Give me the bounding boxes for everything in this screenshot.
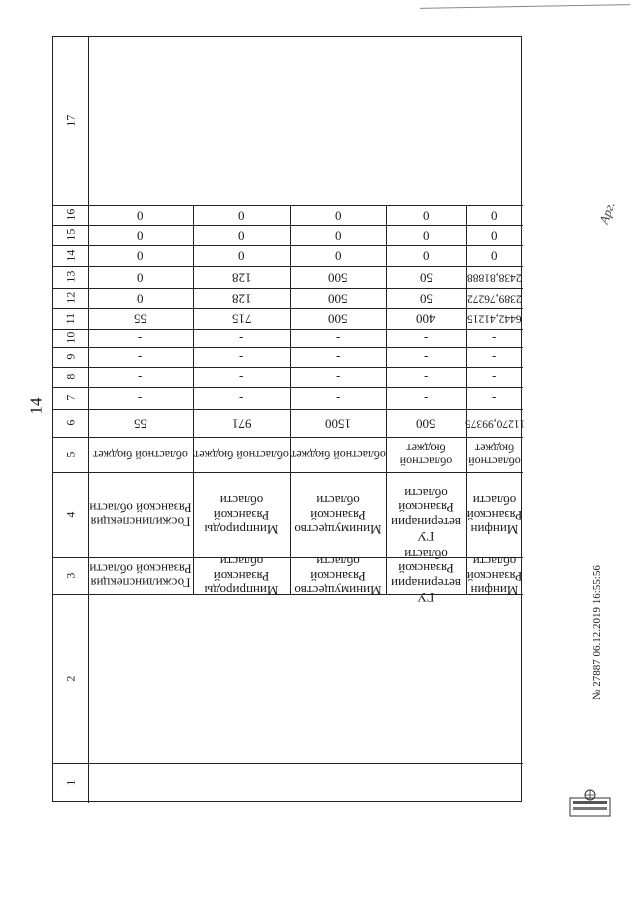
table-cell: 50 — [419, 270, 433, 286]
table-cell-executor: Минимущество Рязанской области — [294, 554, 382, 598]
table-cell: 128 — [231, 291, 252, 307]
table-cell: 0 — [137, 248, 144, 264]
table-cell: - — [423, 370, 429, 386]
table-cell: - — [239, 391, 244, 407]
column-number-2: 2 — [62, 675, 77, 682]
table-cell: - — [239, 350, 244, 366]
table-cell: - — [335, 391, 341, 407]
table-cell: 0 — [238, 248, 245, 264]
table-cell: - — [335, 370, 341, 386]
table-cell: 400 — [416, 311, 436, 327]
table-cell: 0 — [137, 291, 144, 307]
table-cell: - — [492, 391, 497, 407]
table-cell-participant: Минфин Рязанской области — [466, 493, 523, 537]
table-cell-participant: Минприроды Рязанской области — [204, 493, 279, 537]
table-cell: 2438,81888 — [467, 271, 522, 284]
table-cell: - — [492, 331, 497, 347]
column-number-13: 13 — [62, 271, 77, 283]
table-cell: 0 — [422, 228, 430, 244]
table-cell: 0 — [238, 208, 245, 224]
table-cell-executor: Минфин Рязанской области — [466, 554, 523, 598]
column-number-10: 10 — [62, 332, 77, 344]
table-cell: - — [138, 331, 143, 347]
table-cell-source: областной бюджет — [194, 448, 289, 463]
seal-icon — [568, 788, 612, 818]
column-number-3: 3 — [62, 572, 77, 579]
table-cell: 500 — [328, 291, 348, 307]
table-cell: 500 — [328, 270, 348, 286]
column-number-4: 4 — [62, 511, 77, 518]
table-cell-executor: Госжилинспекция Рязанской области — [89, 561, 192, 591]
table-cell: 0 — [422, 248, 430, 264]
table-cell: 500 — [328, 311, 348, 327]
column-number-5: 5 — [62, 451, 77, 458]
table-cell-source: областной бюджет — [93, 448, 188, 463]
table-cell: - — [138, 370, 143, 386]
table-cell: 0 — [491, 228, 498, 244]
table-cell-participant: Минимущество Рязанской области — [294, 493, 382, 537]
table-cell: 0 — [137, 228, 144, 244]
column-divider — [53, 763, 523, 764]
table-cell: - — [138, 350, 143, 366]
table-cell-source: областной бюджет — [290, 448, 386, 463]
column-number-14: 14 — [62, 249, 77, 262]
table-cell-source: областной бюджет — [399, 441, 453, 469]
scan-edge-line — [420, 4, 630, 9]
column-number-6: 6 — [62, 420, 77, 426]
table-cell: 0 — [137, 208, 144, 224]
table-cell-executor: ГУ ветеринарии Рязанской области — [391, 547, 461, 606]
table-cell-total: 55 — [134, 416, 147, 432]
table-cell: - — [239, 370, 244, 386]
table-cell-total: 500 — [416, 416, 436, 432]
table-cell: - — [138, 391, 143, 407]
table-cell-total: 1500 — [325, 416, 351, 432]
handwritten-signature: Арг. — [595, 199, 618, 227]
table-cell: - — [239, 331, 244, 347]
table-cell: - — [335, 331, 341, 347]
table-cell: 0 — [491, 248, 498, 264]
column-number-17: 17 — [62, 115, 77, 127]
table-cell-total: 11270,99375 — [464, 417, 525, 430]
column-number-9: 9 — [62, 354, 77, 360]
column-number-16: 16 — [62, 209, 77, 221]
table-cell: 0 — [422, 208, 430, 224]
registration-stamp: № 27887 06.12.2019 16:55:56 — [591, 565, 603, 700]
table-cell-source: областной бюджет — [468, 441, 521, 469]
table-cell: 0 — [334, 228, 342, 244]
table-cell: 50 — [419, 291, 433, 307]
budget-table — [52, 36, 525, 802]
table-cell-participant: ГУ ветеринарии Рязанской области — [391, 486, 461, 545]
table-cell: - — [423, 350, 429, 366]
table-cell: 0 — [334, 208, 342, 224]
column-number-11: 11 — [62, 312, 77, 325]
table-cell: 6442,41215 — [467, 312, 522, 325]
column-number-8: 8 — [62, 374, 77, 380]
table-cell: 128 — [231, 270, 252, 286]
table-cell: 55 — [134, 311, 147, 327]
table-cell: - — [492, 350, 497, 366]
column-number-1: 1 — [62, 780, 77, 786]
table-cell-participant: Госжилинспекция Рязанской области — [89, 500, 192, 530]
table-cell-total: 971 — [231, 416, 252, 432]
table-cell-executor: Минприроды Рязанской области — [204, 554, 279, 598]
table-cell: 0 — [238, 228, 245, 244]
page-number: 14 — [26, 397, 46, 415]
table-cell: - — [423, 391, 429, 407]
column-number-7: 7 — [62, 395, 77, 401]
table-cell: - — [335, 350, 341, 366]
table-cell: 715 — [231, 311, 252, 327]
column-number-15: 15 — [62, 229, 77, 241]
column-number-12: 12 — [62, 292, 77, 304]
table-cell: 0 — [137, 270, 144, 286]
table-cell: - — [492, 370, 497, 386]
table-cell: 0 — [491, 208, 498, 224]
table-cell: 0 — [334, 248, 342, 264]
table-cell: 2389,76272 — [467, 292, 522, 305]
table-cell: - — [423, 331, 429, 347]
